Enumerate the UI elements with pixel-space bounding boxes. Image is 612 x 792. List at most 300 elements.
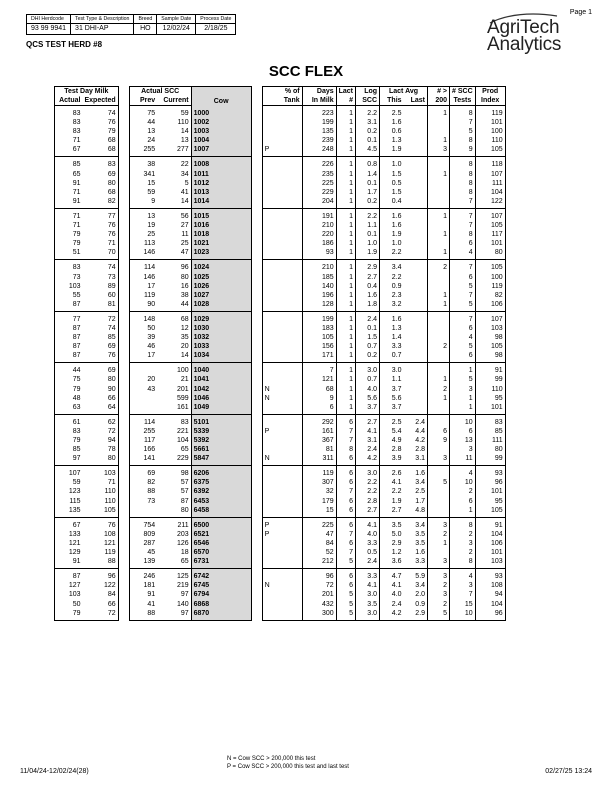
lact-number: 7 bbox=[336, 548, 355, 557]
days-in-milk: 96 bbox=[302, 569, 336, 582]
log-scc: 2.9 bbox=[356, 260, 380, 273]
prod-index: 93 bbox=[475, 569, 505, 582]
cow-id: 1011 bbox=[191, 170, 251, 179]
prev-scc: 13 bbox=[129, 208, 157, 221]
this-header: This bbox=[380, 96, 404, 106]
days-in-milk: 119 bbox=[302, 466, 336, 479]
prev-scc: 45 bbox=[129, 548, 157, 557]
count-over-200 bbox=[428, 497, 450, 506]
prod-index: 122 bbox=[475, 197, 505, 209]
current-scc: 110 bbox=[177, 119, 189, 127]
count-over-200: 3 bbox=[428, 517, 450, 530]
table-row bbox=[55, 394, 506, 403]
log-scc: 3.5 bbox=[356, 600, 380, 609]
pct-tank bbox=[280, 197, 302, 209]
expected-milk: 79 bbox=[83, 127, 119, 136]
lact-number: 6 bbox=[336, 466, 355, 479]
cow-id: 1041 bbox=[191, 375, 251, 384]
cow-id: 5392 bbox=[191, 436, 251, 445]
column-gap bbox=[251, 136, 262, 145]
column-gap bbox=[251, 273, 262, 282]
pct-tank bbox=[280, 569, 302, 582]
dim-header: Days bbox=[302, 87, 336, 97]
pct-tank bbox=[280, 157, 302, 170]
expected-milk: 81 bbox=[83, 300, 119, 312]
lact-number: 1 bbox=[336, 179, 355, 188]
lact-avg-this: 4.1 bbox=[380, 478, 404, 487]
log-scc: 0.8 bbox=[356, 157, 380, 170]
cow-id: 1008 bbox=[191, 157, 251, 170]
scc-flag: N bbox=[262, 385, 280, 394]
days-in-milk: 84 bbox=[302, 539, 336, 548]
lact-avg-last: 4.4 bbox=[415, 427, 426, 435]
log-scc: 1.0 bbox=[356, 239, 380, 248]
pct-tank bbox=[280, 600, 302, 609]
column-gap bbox=[118, 454, 129, 466]
table-row bbox=[55, 454, 506, 466]
current-scc: 203 bbox=[176, 530, 189, 538]
prod-index: 118 bbox=[475, 157, 505, 170]
lact-avg-this: 2.5 bbox=[380, 106, 404, 119]
prod-index: 108 bbox=[475, 581, 505, 590]
pct-tank bbox=[280, 221, 302, 230]
table-row bbox=[55, 445, 506, 454]
log-scc: 3.1 bbox=[356, 118, 380, 127]
prod-index: 103 bbox=[475, 557, 505, 569]
prev-scc: 17 bbox=[129, 351, 157, 363]
prev-scc: 255 bbox=[129, 427, 157, 436]
cow-id: 6794 bbox=[191, 590, 251, 599]
prod-index: 106 bbox=[475, 539, 505, 548]
column-gap bbox=[118, 136, 129, 145]
log-scc: 3.0 bbox=[356, 363, 380, 376]
expected-milk: 72 bbox=[83, 311, 119, 324]
actual-milk: 83 bbox=[55, 427, 83, 436]
count-over-200: 5 bbox=[428, 609, 450, 621]
current-scc: 229 bbox=[157, 454, 191, 466]
scc-flag bbox=[262, 487, 280, 496]
log-scc: 0.1 bbox=[356, 230, 380, 239]
scc-tests: 8 bbox=[450, 188, 476, 197]
scc-flag bbox=[262, 506, 280, 518]
actual-milk: 51 bbox=[55, 248, 83, 260]
prev-scc: 50 bbox=[129, 324, 157, 333]
prod-index: 104 bbox=[475, 188, 505, 197]
log-scc: 4.0 bbox=[356, 530, 380, 539]
column-gap bbox=[118, 487, 129, 496]
table-row bbox=[55, 197, 506, 209]
prod-index: 117 bbox=[475, 230, 505, 239]
pct-tank bbox=[280, 300, 302, 312]
expected-milk: 74 bbox=[83, 324, 119, 333]
table-row bbox=[55, 221, 506, 230]
actual-milk: 79 bbox=[55, 230, 83, 239]
column-gap bbox=[118, 517, 129, 530]
expected-milk: 76 bbox=[83, 118, 119, 127]
cow-id: 1007 bbox=[191, 145, 251, 157]
column-gap bbox=[118, 170, 129, 179]
lact-number: 7 bbox=[336, 427, 355, 436]
column-gap bbox=[118, 118, 129, 127]
table-row bbox=[55, 136, 506, 145]
table-row bbox=[55, 375, 506, 384]
column-gap bbox=[118, 291, 129, 300]
prod-index: 107 bbox=[475, 170, 505, 179]
lact-number: 7 bbox=[336, 436, 355, 445]
gt200-header-2: 200 bbox=[428, 96, 450, 106]
lact-number: 1 bbox=[336, 385, 355, 394]
count-over-200: 2 bbox=[428, 600, 450, 609]
days-in-milk: 68 bbox=[302, 385, 336, 394]
lact-avg-this: 0.9 bbox=[380, 282, 404, 291]
expected-milk: 103 bbox=[83, 466, 119, 479]
expected-milk: 108 bbox=[83, 530, 119, 539]
expected-milk: 71 bbox=[83, 239, 119, 248]
current-scc: 221 bbox=[176, 427, 189, 435]
prod-index: 111 bbox=[475, 436, 505, 445]
column-gap bbox=[118, 333, 129, 342]
days-in-milk: 191 bbox=[302, 208, 336, 221]
lact-avg-this: 1.6 bbox=[380, 208, 404, 221]
lact-avg-this: 1.3 bbox=[380, 136, 404, 145]
prev-scc: 25 bbox=[129, 230, 157, 239]
cow-id: 1024 bbox=[191, 260, 251, 273]
days-in-milk: 199 bbox=[302, 118, 336, 127]
current-scc: 97 bbox=[157, 609, 191, 621]
herd-name: QCS TEST HERD #8 bbox=[26, 40, 103, 49]
cow-id: 1030 bbox=[191, 324, 251, 333]
prod-index: 95 bbox=[475, 497, 505, 506]
expected-milk: 80 bbox=[83, 375, 119, 384]
days-in-milk: 32 bbox=[302, 487, 336, 496]
lact-number: 1 bbox=[336, 197, 355, 209]
count-over-200: 2 bbox=[428, 530, 450, 539]
table-row bbox=[55, 127, 506, 136]
pct-tank bbox=[280, 136, 302, 145]
current-scc: 41 bbox=[180, 188, 189, 196]
scc-tests: 7 bbox=[450, 221, 476, 230]
sample-date-label: Sample Date bbox=[157, 15, 196, 24]
scc-flag: P bbox=[262, 145, 280, 157]
log-scc-header-2: SCC bbox=[356, 96, 380, 106]
cow-id: 6392 bbox=[191, 487, 251, 496]
table-row bbox=[55, 351, 506, 363]
actual-milk: 103 bbox=[55, 282, 83, 291]
scc-flag: N bbox=[262, 394, 280, 403]
prev-scc: 146 bbox=[129, 273, 157, 282]
scc-tests: 8 bbox=[450, 136, 476, 145]
lact-avg-last: 2.8 bbox=[415, 446, 426, 454]
lact-avg-this: 4.1 bbox=[380, 581, 404, 590]
count-over-200: 5 bbox=[428, 478, 450, 487]
current-scc: 34 bbox=[180, 170, 189, 178]
expected-milk: 66 bbox=[83, 600, 119, 609]
cow-id: 6868 bbox=[191, 600, 251, 609]
column-gap bbox=[251, 436, 262, 445]
pct-tank bbox=[280, 179, 302, 188]
column-gap bbox=[251, 403, 262, 415]
column-gap bbox=[251, 394, 262, 403]
lact-avg-this: 2.4 bbox=[380, 600, 404, 609]
table-row bbox=[55, 260, 506, 273]
footnote-n: N = Cow SCC > 200,000 this test bbox=[227, 756, 316, 762]
lact-avg-last bbox=[404, 300, 428, 312]
days-in-milk: 52 bbox=[302, 548, 336, 557]
table-row bbox=[55, 414, 506, 427]
lact-avg-last bbox=[404, 311, 428, 324]
lact-avg-last bbox=[404, 157, 428, 170]
actual-milk: 127 bbox=[55, 581, 83, 590]
pct-tank bbox=[280, 291, 302, 300]
days-in-milk: 93 bbox=[302, 248, 336, 260]
cow-id: 1000 bbox=[191, 106, 251, 119]
scc-flag bbox=[262, 188, 280, 197]
lact-number: 1 bbox=[336, 157, 355, 170]
lact-avg-this: 1.6 bbox=[380, 221, 404, 230]
lact-avg-last: 3.1 bbox=[404, 454, 428, 466]
days-in-milk: 183 bbox=[302, 324, 336, 333]
cow-id: 1016 bbox=[191, 221, 251, 230]
actual-milk: 87 bbox=[55, 324, 83, 333]
prev-scc: 139 bbox=[129, 557, 157, 569]
table-row bbox=[55, 385, 506, 394]
lact-avg-last bbox=[404, 136, 428, 145]
scc-flag bbox=[262, 136, 280, 145]
log-scc: 2.2 bbox=[356, 487, 380, 496]
cow-id: 6500 bbox=[191, 517, 251, 530]
prev-scc: 69 bbox=[129, 466, 157, 479]
scc-tests: 7 bbox=[450, 260, 476, 273]
prev-scc: 119 bbox=[129, 291, 157, 300]
scc-flag bbox=[262, 260, 280, 273]
days-in-milk: 235 bbox=[302, 170, 336, 179]
log-scc: 3.3 bbox=[356, 569, 380, 582]
herd-info-box bbox=[26, 14, 236, 35]
lact-avg-this: 0.7 bbox=[380, 351, 404, 363]
pct-tank bbox=[280, 436, 302, 445]
table-row bbox=[55, 581, 506, 590]
cow-id: 1012 bbox=[191, 179, 251, 188]
lact-number: 1 bbox=[336, 145, 355, 157]
expected-milk: 119 bbox=[83, 548, 119, 557]
expected-milk: 80 bbox=[83, 454, 119, 466]
column-gap bbox=[118, 300, 129, 312]
lact-number: 5 bbox=[336, 600, 355, 609]
table-row bbox=[55, 145, 506, 157]
actual-milk: 75 bbox=[55, 375, 83, 384]
sample-date-value: 12/02/24 bbox=[157, 24, 196, 35]
scc-tests: 4 bbox=[450, 248, 476, 260]
lact-avg-last bbox=[404, 273, 428, 282]
scc-flag: P bbox=[262, 427, 280, 436]
prod-index: 107 bbox=[475, 208, 505, 221]
lact-avg-this: 5.4 bbox=[380, 427, 404, 436]
lact-avg-this: 4.9 bbox=[380, 436, 404, 445]
scc-flag bbox=[262, 157, 280, 170]
scc-tests: 15 bbox=[450, 600, 476, 609]
lact-avg-last bbox=[404, 363, 428, 376]
prod-index: 101 bbox=[475, 118, 505, 127]
cow-id: 1033 bbox=[191, 342, 251, 351]
column-gap bbox=[251, 548, 262, 557]
actual-milk: 83 bbox=[55, 118, 83, 127]
prev-scc: 39 bbox=[129, 333, 157, 342]
lact-avg-this: 3.3 bbox=[380, 342, 404, 351]
prev-scc: 19 bbox=[129, 221, 157, 230]
actual-milk: 55 bbox=[55, 291, 83, 300]
prod-index: 105 bbox=[475, 260, 505, 273]
current-scc: 44 bbox=[157, 300, 191, 312]
log-scc: 2.2 bbox=[356, 208, 380, 221]
pct-tank bbox=[280, 230, 302, 239]
prev-scc: 75 bbox=[129, 106, 157, 119]
table-row bbox=[55, 506, 506, 518]
actual-milk: 71 bbox=[55, 208, 83, 221]
prod-index: 101 bbox=[475, 403, 505, 415]
lact-avg-this: 2.6 bbox=[380, 466, 404, 479]
actual-milk: 87 bbox=[55, 342, 83, 351]
scc-tests: 2 bbox=[450, 548, 476, 557]
column-gap bbox=[118, 557, 129, 569]
lact-number: 1 bbox=[336, 311, 355, 324]
cow-id: 6521 bbox=[191, 530, 251, 539]
current-scc: 219 bbox=[176, 582, 189, 590]
scc-flag bbox=[262, 248, 280, 260]
lact-number: 1 bbox=[336, 127, 355, 136]
count-over-200 bbox=[428, 197, 450, 209]
table-row bbox=[55, 118, 506, 127]
days-in-milk: 186 bbox=[302, 239, 336, 248]
table-row bbox=[55, 170, 506, 179]
lact-number: 1 bbox=[336, 375, 355, 384]
process-date-value: 2/18/25 bbox=[196, 24, 236, 35]
current-scc: 104 bbox=[176, 437, 189, 444]
actual-milk: 133 bbox=[55, 530, 83, 539]
scc-flag bbox=[262, 170, 280, 179]
lact-avg-last: 3.4 bbox=[415, 521, 426, 529]
days-in-milk: 210 bbox=[302, 260, 336, 273]
scc-tests: 5 bbox=[450, 375, 476, 384]
lact-avg-last bbox=[404, 188, 428, 197]
prev-scc: 246 bbox=[129, 569, 157, 582]
lact-header-2: # bbox=[336, 96, 355, 106]
actual-milk: 87 bbox=[55, 300, 83, 312]
lact-avg-this: 3.7 bbox=[380, 403, 404, 415]
lact-number: 1 bbox=[336, 221, 355, 230]
pct-tank bbox=[280, 106, 302, 119]
expected-milk: 105 bbox=[83, 506, 119, 518]
scc-flag bbox=[262, 282, 280, 291]
scc-tests: 10 bbox=[450, 609, 476, 621]
pct-tank bbox=[280, 273, 302, 282]
lact-avg-this: 5.6 bbox=[380, 394, 404, 403]
agritech-logo bbox=[487, 12, 579, 55]
days-in-milk: 156 bbox=[302, 342, 336, 351]
count-over-200: 1 bbox=[428, 208, 450, 221]
days-in-milk: 300 bbox=[302, 609, 336, 621]
count-over-200 bbox=[428, 127, 450, 136]
prod-index: 105 bbox=[475, 342, 505, 351]
column-gap bbox=[251, 260, 262, 273]
cow-id: 1013 bbox=[191, 188, 251, 197]
scc-flag bbox=[262, 118, 280, 127]
table-row bbox=[55, 208, 506, 221]
scc-tests: 8 bbox=[450, 170, 476, 179]
expected-milk: 89 bbox=[83, 282, 119, 291]
scc-flag: P bbox=[262, 517, 280, 530]
pct-tank bbox=[280, 260, 302, 273]
table-row bbox=[55, 230, 506, 239]
log-scc: 3.0 bbox=[356, 609, 380, 621]
log-scc: 2.4 bbox=[356, 445, 380, 454]
current-scc: 38 bbox=[180, 291, 189, 299]
lact-number: 1 bbox=[336, 403, 355, 415]
log-scc: 2.8 bbox=[356, 497, 380, 506]
count-over-200 bbox=[428, 363, 450, 376]
days-in-milk: 135 bbox=[302, 127, 336, 136]
log-scc: 0.7 bbox=[356, 375, 380, 384]
lact-number: 1 bbox=[336, 170, 355, 179]
lact-number: 6 bbox=[336, 478, 355, 487]
lact-avg-last bbox=[404, 333, 428, 342]
prev-scc: 91 bbox=[129, 590, 157, 599]
days-in-milk: 72 bbox=[302, 581, 336, 590]
days-in-milk: 210 bbox=[302, 221, 336, 230]
table-row bbox=[55, 427, 506, 436]
scc-tests: 6 bbox=[450, 273, 476, 282]
prev-scc bbox=[129, 403, 157, 415]
column-gap bbox=[251, 157, 262, 170]
expected-milk: 84 bbox=[83, 590, 119, 599]
scc-tests: 5 bbox=[450, 300, 476, 312]
cow-id: 6375 bbox=[191, 478, 251, 487]
lact-number: 6 bbox=[336, 539, 355, 548]
lact-avg-this: 3.4 bbox=[380, 260, 404, 273]
pct-tank bbox=[280, 548, 302, 557]
current-scc: 47 bbox=[157, 248, 191, 260]
column-gap bbox=[118, 342, 129, 351]
days-in-milk: 15 bbox=[302, 506, 336, 518]
cow-id: 6870 bbox=[191, 609, 251, 621]
table-row bbox=[55, 342, 506, 351]
column-gap bbox=[251, 427, 262, 436]
scc-flag: P bbox=[262, 530, 280, 539]
count-over-200: 1 bbox=[428, 300, 450, 312]
scc-tests: 4 bbox=[450, 569, 476, 582]
prev-scc bbox=[129, 506, 157, 518]
expected-milk: 110 bbox=[83, 497, 119, 506]
lact-number: 1 bbox=[336, 351, 355, 363]
count-over-200: 1 bbox=[428, 230, 450, 239]
current-scc: 65 bbox=[180, 446, 189, 454]
scc-tests: 3 bbox=[450, 385, 476, 394]
lact-avg-last bbox=[404, 282, 428, 291]
column-gap bbox=[251, 106, 262, 119]
pct-tank bbox=[280, 385, 302, 394]
actual-milk: 87 bbox=[55, 569, 83, 582]
scc-flag bbox=[262, 466, 280, 479]
table-row bbox=[55, 557, 506, 569]
scc-flag bbox=[262, 333, 280, 342]
count-over-200: 2 bbox=[428, 342, 450, 351]
pct-tank-header-2: Tank bbox=[280, 96, 302, 106]
expected-milk: 78 bbox=[83, 445, 119, 454]
scc-tests: 3 bbox=[450, 445, 476, 454]
scc-tests: 1 bbox=[450, 394, 476, 403]
scc-tests: 1 bbox=[450, 506, 476, 518]
prev-scc: 82 bbox=[129, 478, 157, 487]
column-gap bbox=[251, 118, 262, 127]
